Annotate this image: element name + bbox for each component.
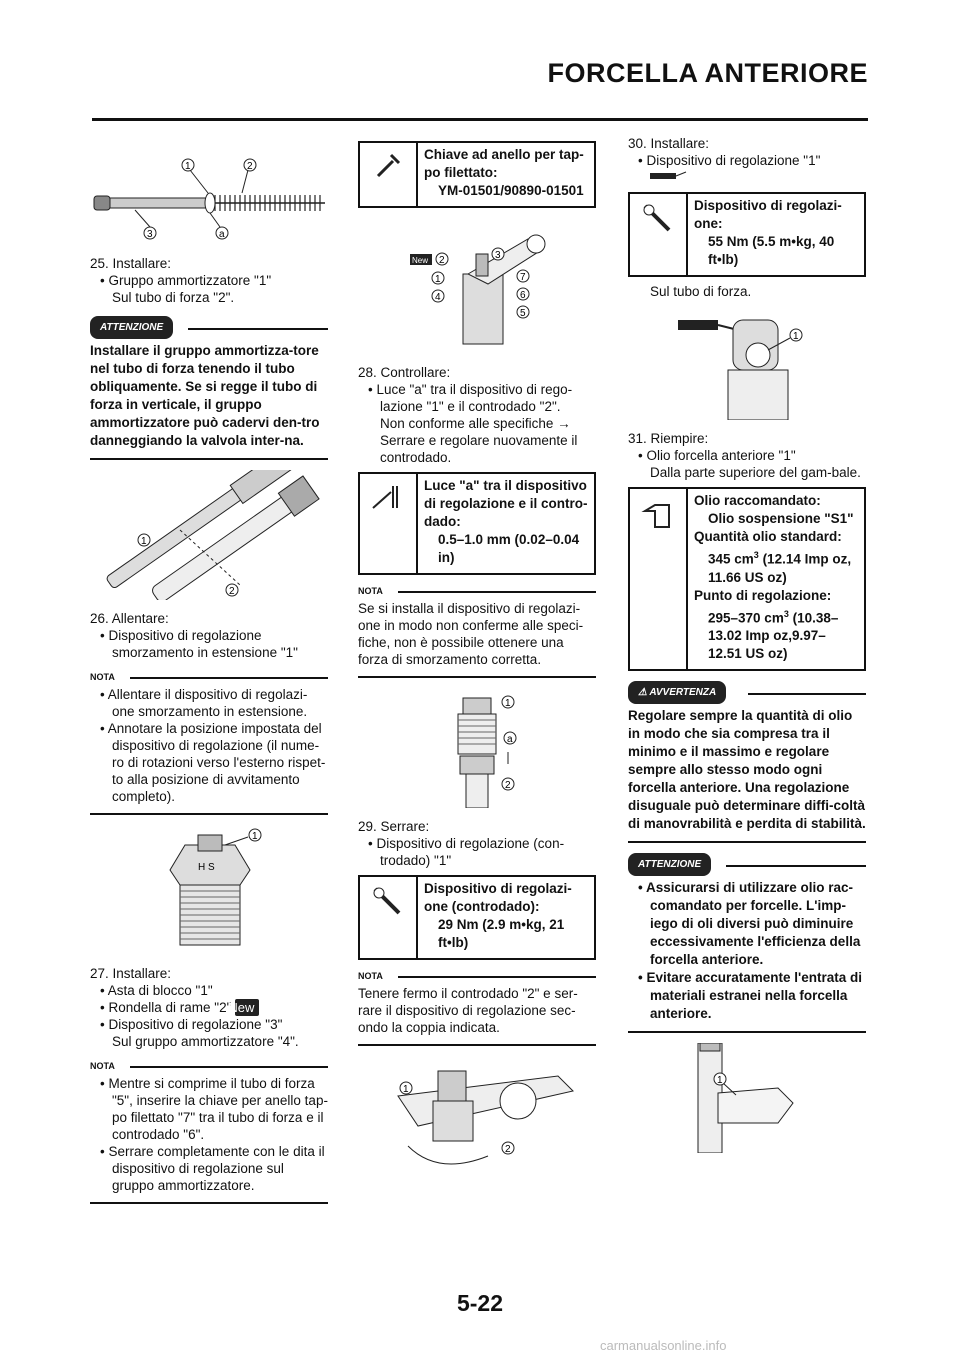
oil-value-1: Olio sospensione "S1" [708,511,854,526]
step-27-sub: Sul gruppo ammortizzatore "4". [112,1034,299,1049]
step-29-bullet: • Dispositivo di regolazione (con-trodado) "1" [368,836,565,868]
step-31-sub: Dalla parte superiore del gam-bale. [650,465,861,480]
spec-oil [628,487,866,671]
callout-1d: 1 [435,274,441,285]
step-27-bullet-3: • Dispositivo di regolazione "3" [100,1017,283,1032]
nota-bullet-1: • Allentare il dispositivo di regolazi-one smorzamento in estensione. [100,687,308,719]
nota-bullet-2: • Annotare la posizione impostata del dispositivo di regolazione (il nume-ro di rotazioni verso l'esterno rispet-to alla posizione di avvitamento completo). [100,721,326,804]
step-25 [90,255,328,306]
callout-1f: 1 [403,1084,409,1095]
step-30-bullet: • Dispositivo di regolazione "1" [638,153,821,168]
nota-label: NOTA [90,669,328,686]
nota-label-4: NOTA [358,968,596,985]
callout-ae: a [507,734,513,745]
step-27-bullet-1: • Asta di blocco "1" [100,983,213,998]
spec-locknut-name: Dispositivo di regolazi-one (controdado): [424,881,572,914]
callout-1e: 1 [505,698,511,709]
step-29-title: 29. Serrare: [358,819,430,834]
tool-name: Chiave ad anello per tap-po filettato: [424,147,584,180]
callout-4d: 4 [435,292,441,303]
attenzione-header [90,316,328,336]
step-26-bullet: • Dispositivo di regolazione smorzamento in estensione "1" [100,628,298,660]
figure-adjuster-gap [358,688,596,808]
spec-locknut [358,875,596,960]
nota2-bullet-2: • Serrare completamente con le dita il dispositivo di regolazione sul gruppo ammortizzatore. [100,1144,325,1193]
step-28-title: 28. Controllare: [358,365,451,380]
callout-2d: 2 [439,255,445,266]
callout-2b: 2 [229,586,235,597]
nota-label-3: NOTA [358,583,596,600]
spec-clearance-name: Luce "a" tra il dispositivo di regolazione e il contro-dado: [424,478,588,529]
callout-2: 2 [247,161,253,172]
step-27 [90,965,328,1050]
page-title: FORCELLA ANTERIORE [547,58,868,88]
oil-can-icon [641,497,675,531]
torque-icon [641,202,675,236]
figure-damper-assembly [90,135,328,245]
figure-oil-fill [628,1043,866,1153]
avvertenza-header [628,681,866,701]
new-badge: New [235,999,259,1016]
spec-clearance-value: 0.5–1.0 mm (0.02–0.04 in) [438,532,580,565]
attenzione-badge-2: ATTENZIONE [628,853,711,876]
spec-adjuster-value: 55 Nm (5.5 m•kg, 40 ft•lb) [708,234,835,267]
oil-label-1: Olio raccomandato: [694,493,821,508]
figure-fork-tubes [90,470,328,600]
nota-text-4: Tenere fermo il controdado "2" e ser-rare il dispositivo di regolazione sec-ondo la coppia indicata. [358,986,578,1035]
spec-adjuster-name: Dispositivo di regolazi-one: [694,198,842,231]
callout-3d: 3 [495,250,501,261]
step-25-bullet: • Gruppo ammortizzatore "1" [100,273,272,288]
callout-3: 3 [147,229,153,240]
nota-label-2: NOTA [90,1058,328,1075]
feeler-gauge-icon [371,482,405,512]
step-30-title: 30. Installare: [628,136,710,151]
spec-locknut-value: 29 Nm (2.9 m•kg, 21 ft•lb) [438,917,565,950]
step-30-sub: Sul tubo di forza. [650,284,752,299]
callout-5d: 5 [520,308,526,319]
attenzione-badge: ATTENZIONE [90,316,173,339]
oil-value-3: 295–370 $cm^3$ (10.38–13.02 Imp oz,9.97–12.51 US oz) [708,608,839,661]
step-25-title: 25. Installare: [90,256,172,271]
step-27-title: 27. Installare: [90,966,172,981]
column-2 [358,135,596,1180]
tool-code: YM-01501/90890-01501 [438,183,584,198]
page-number: 5-22 [456,1290,504,1316]
torque-wrench-small-icon [650,170,690,182]
callout-1h: 1 [717,1075,723,1086]
nota-text-3: Se si installa il dispositivo di regolazi-one in modo non conferme alle speci-fiche, non è possibile ottenere una forza di smorzamento corretta. [358,601,584,667]
step-28-sub-2: Serrare e regolare nuovamente il controdado. [380,433,578,465]
step-28 [358,364,596,466]
torque-wrench-icon [371,885,405,919]
callout-1g: 1 [793,331,799,342]
step-31-title: 31. Riempire: [628,431,709,446]
spec-clearance [358,472,596,575]
avvertenza-text: Regolare sempre la quantità di olio in modo che sia compresa tra il minimo e il massimo e regolare sempre allo stesso modo ogni forcella anteriore. Una regolazione disuguale può determinare diffi-coltà di manovrabilità e perdita di stabilità. [628,708,866,831]
attenzione2-bullet-1: • Assicurarsi di utilizzare olio rac-comandato per forcelle. L'imp-iego di oli diversi può diminuire eccessivamente l'efficienza della forcella anteriore. [638,880,861,967]
step-29 [358,818,596,869]
column-3 [628,135,866,1157]
callout-6d: 6 [520,290,526,301]
callout-7d: 7 [520,272,526,283]
step-27-bullet-2: • Rondella di rame "2"New [90,999,328,1016]
wrench-icon [373,151,403,181]
nota2-bullet-1: • Mentre si comprime il tubo di forza "5", inserire la chiave per anello tap-po filettato "7" tra il tubo di forza e il controdado "6". [100,1076,328,1142]
new-label: New [412,256,429,265]
callout-1: 1 [185,161,191,172]
step-26 [90,610,328,661]
tool-box [358,141,596,208]
oil-value-2: 345 $cm^3$ (12.14 Imp oz, 11.66 US oz) [708,550,852,585]
figure-tighten-locknut [358,1056,596,1176]
figure-ring-wrench [358,214,596,354]
watermark: carmanualsonline.info [600,1338,727,1353]
step-25-sub: Sul tubo di forza "2". [112,290,235,305]
step-30 [628,135,866,186]
callout-a: a [219,229,225,240]
attenzione2-bullet-2: • Evitare accuratamente l'entrata di materiali estranei nella forcella anteriore. [638,970,863,1021]
header-rule [92,118,868,121]
figure-install-adjuster [628,300,866,420]
step-31 [628,430,866,481]
attenzione-header-2 [628,853,866,873]
oil-label-2: Quantità olio standard: [694,529,842,544]
step-26-title: 26. Allentare: [90,611,169,626]
callout-2f: 2 [505,1144,511,1155]
step-31-bullet: • Olio forcella anteriore "1" [638,448,796,463]
step-28-bullet: • Luce "a" tra il dispositivo di rego-lazione "1" e il controdado "2". [368,382,573,414]
oil-label-3: Punto di regolazione: [694,587,832,603]
callout-1c: 1 [252,831,258,842]
figure-adjuster-top [90,825,328,955]
spec-adjuster [628,192,866,277]
callout-1b: 1 [141,536,147,547]
callout-2e: 2 [505,780,511,791]
attenzione-text: Installare il gruppo ammortizza-tore nel tubo di forza tenendo il tubo obliquamente. Se si regge il tubo di forza in verticale, il gruppo ammortizzatore può cadervi den-tro danneggiando la valvola inter-na. [90,343,320,448]
step-28-sub-1: Non conforme alle specifiche → [380,416,571,431]
column-1 [90,135,328,1214]
adjuster-marking: H S [198,862,215,873]
avvertenza-badge: ⚠ AVVERTENZA [628,681,726,704]
